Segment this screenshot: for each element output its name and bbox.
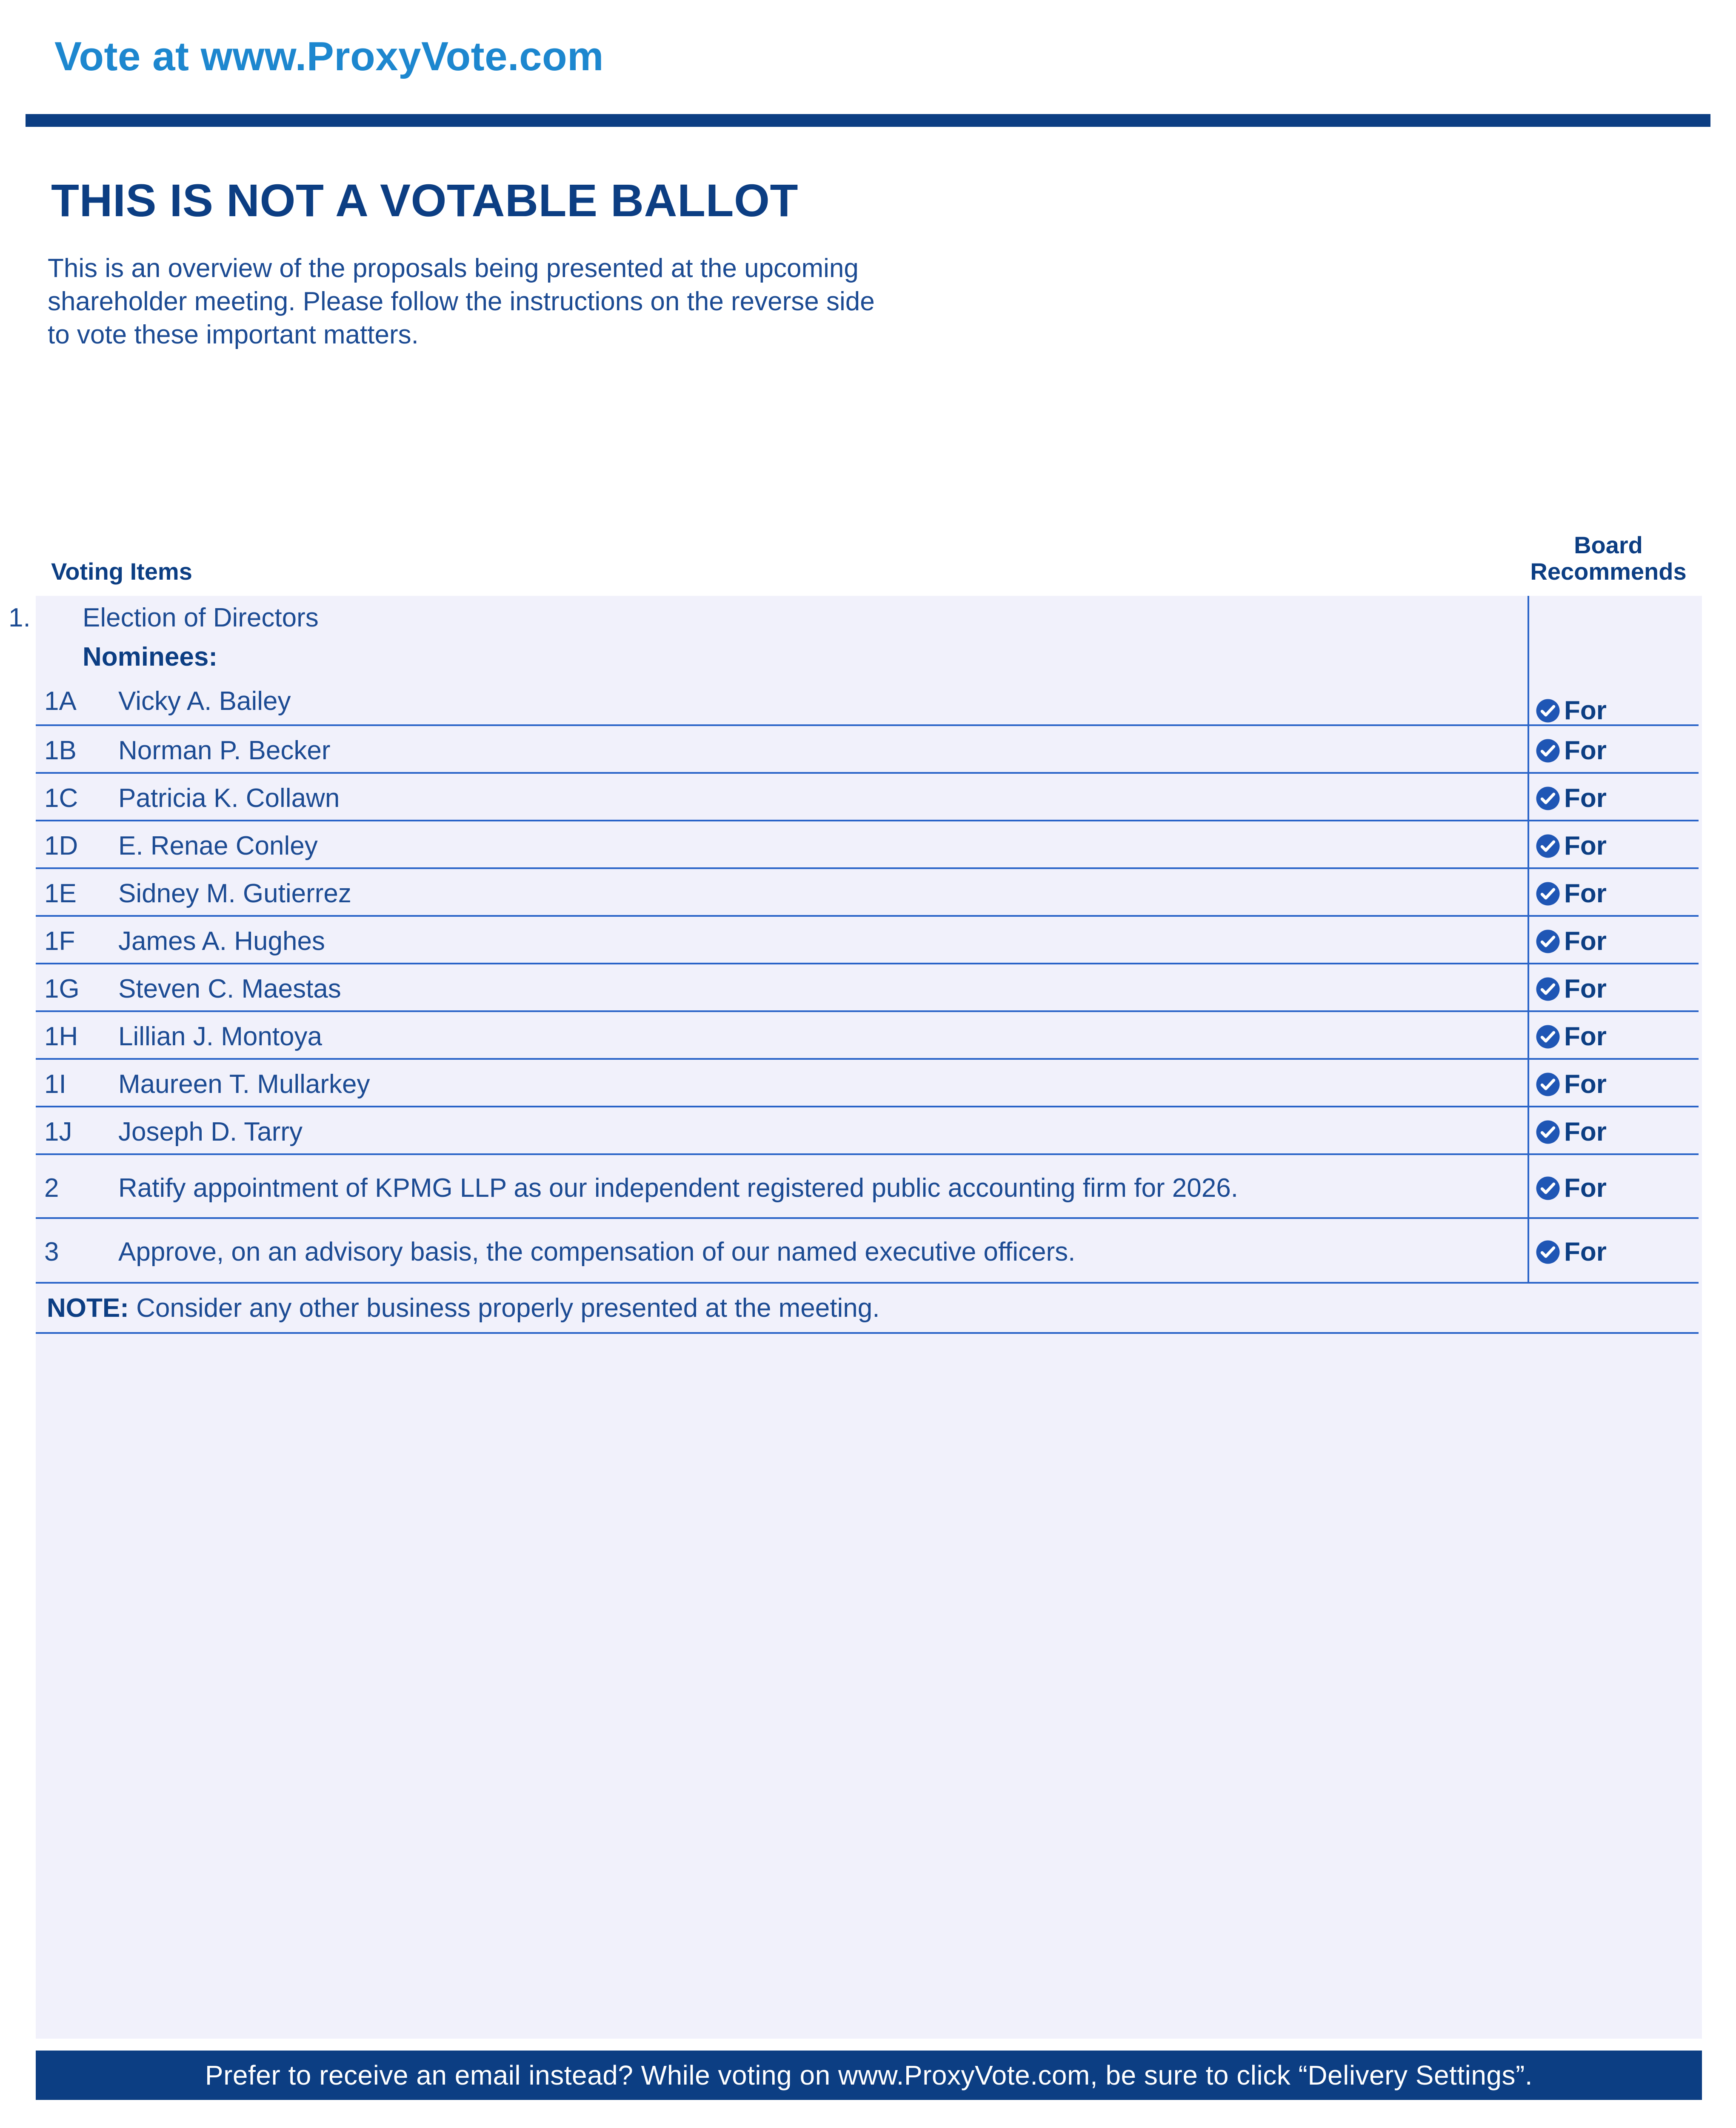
row-text: James A. Hughes [118,927,325,956]
recommendation [1535,878,1607,909]
recommendation-label: For [1564,927,1607,956]
recommendation [1535,831,1607,861]
intro-text: This is an overview of the proposals being presented at the upcoming shareholder meeting. Please follow the instructions on the reverse side to vote these important matters. [48,254,875,349]
recommendation-label: For [1564,974,1607,1004]
row-number: 1H [44,1022,78,1051]
recommendation-label: For [1564,784,1607,813]
note-label: NOTE: [47,1293,129,1323]
table-row [36,677,1699,726]
recommends-label: Recommends [1530,558,1687,585]
row-number: 1D [44,831,78,861]
recommendation [1535,735,1607,766]
recommendation [1535,1021,1607,1052]
note-text [47,1293,879,1323]
check-circle-icon [1535,1072,1561,1097]
table-row [36,821,1699,869]
item-1-title: Election of Directors [83,603,319,632]
check-circle-icon [1535,786,1561,811]
check-circle-icon [1535,1024,1561,1050]
row-number: 1F [44,927,75,956]
note-body: Consider any other business properly presented at the meeting. [128,1293,880,1323]
row-text: Norman P. Becker [118,736,331,765]
row-text: Approve, on an advisory basis, the compensation of our named executive officers. [118,1237,1076,1267]
table-row [36,1107,1699,1155]
row-text: Steven C. Maestas [118,974,341,1004]
row-number: 1I [44,1070,66,1099]
row-text: Patricia K. Collawn [118,784,340,813]
row-text: Lillian J. Montoya [118,1022,323,1051]
table-row [36,774,1699,821]
recommendation [1535,974,1607,1004]
row-text: Joseph D. Tarry [118,1117,303,1147]
recommendation [1535,783,1607,813]
row-number: 3 [44,1237,59,1267]
recommendation [1535,695,1607,726]
check-circle-icon [1535,929,1561,954]
recommendation-label: For [1564,831,1607,861]
row-text: Maureen T. Mullarkey [118,1070,370,1099]
check-circle-icon [1535,738,1561,764]
row-text: E. Renae Conley [118,831,318,861]
column-header-board-recommends [1515,532,1702,585]
recommendation-label: For [1564,736,1607,765]
recommendation-label: For [1564,879,1607,908]
row-number: 1B [44,736,77,765]
footer-banner: Prefer to receive an email instead? While voting on www.ProxyVote.com, be sure to click “Delivery Settings”. [36,2051,1702,2100]
recommendation [1535,926,1607,956]
check-circle-icon [1535,1176,1561,1201]
recommendation-label: For [1564,1117,1607,1147]
recommendation [1535,1069,1607,1099]
row-number: 1A [44,686,77,716]
table-row [36,1060,1699,1107]
table-row [36,1155,1699,1219]
check-circle-icon [1535,1119,1561,1145]
recommendation-label: For [1564,1173,1607,1203]
top-divider [26,114,1710,127]
table-row [36,917,1699,964]
row-number: 1E [44,879,77,908]
note-divider [36,1332,1699,1334]
recommendation [1535,1117,1607,1147]
recommendation-label: For [1564,1070,1607,1099]
check-circle-icon [1535,1239,1561,1265]
row-number: 2 [44,1173,59,1203]
row-text: Vicky A. Bailey [118,686,291,716]
row-number: 1G [44,974,80,1004]
recommendation-label: For [1564,1237,1607,1267]
recommendation-label: For [1564,696,1607,725]
item-1-number: 1. [9,603,31,632]
check-circle-icon [1535,698,1561,724]
table-row [36,1012,1699,1060]
row-number: 1C [44,784,78,813]
recommendation [1535,1237,1607,1267]
table-row [36,964,1699,1012]
page-title: THIS IS NOT A VOTABLE BALLOT [51,174,798,226]
board-label: Board [1574,532,1643,558]
nominees-label: Nominees: [83,642,217,672]
vote-link-header[interactable]: Vote at www.ProxyVote.com [54,34,604,79]
table-row [36,726,1699,774]
row-text: Ratify appointment of KPMG LLP as our independent registered public accounting firm for 2026. [118,1173,1238,1203]
recommendation [1535,1173,1607,1203]
table-row [36,1219,1699,1284]
recommendation-label: For [1564,1022,1607,1051]
column-header-voting-items: Voting Items [51,558,192,585]
table-row [36,869,1699,917]
row-text: Sidney M. Gutierrez [118,879,351,908]
row-number: 1J [44,1117,72,1147]
check-circle-icon [1535,833,1561,859]
check-circle-icon [1535,881,1561,907]
check-circle-icon [1535,976,1561,1002]
